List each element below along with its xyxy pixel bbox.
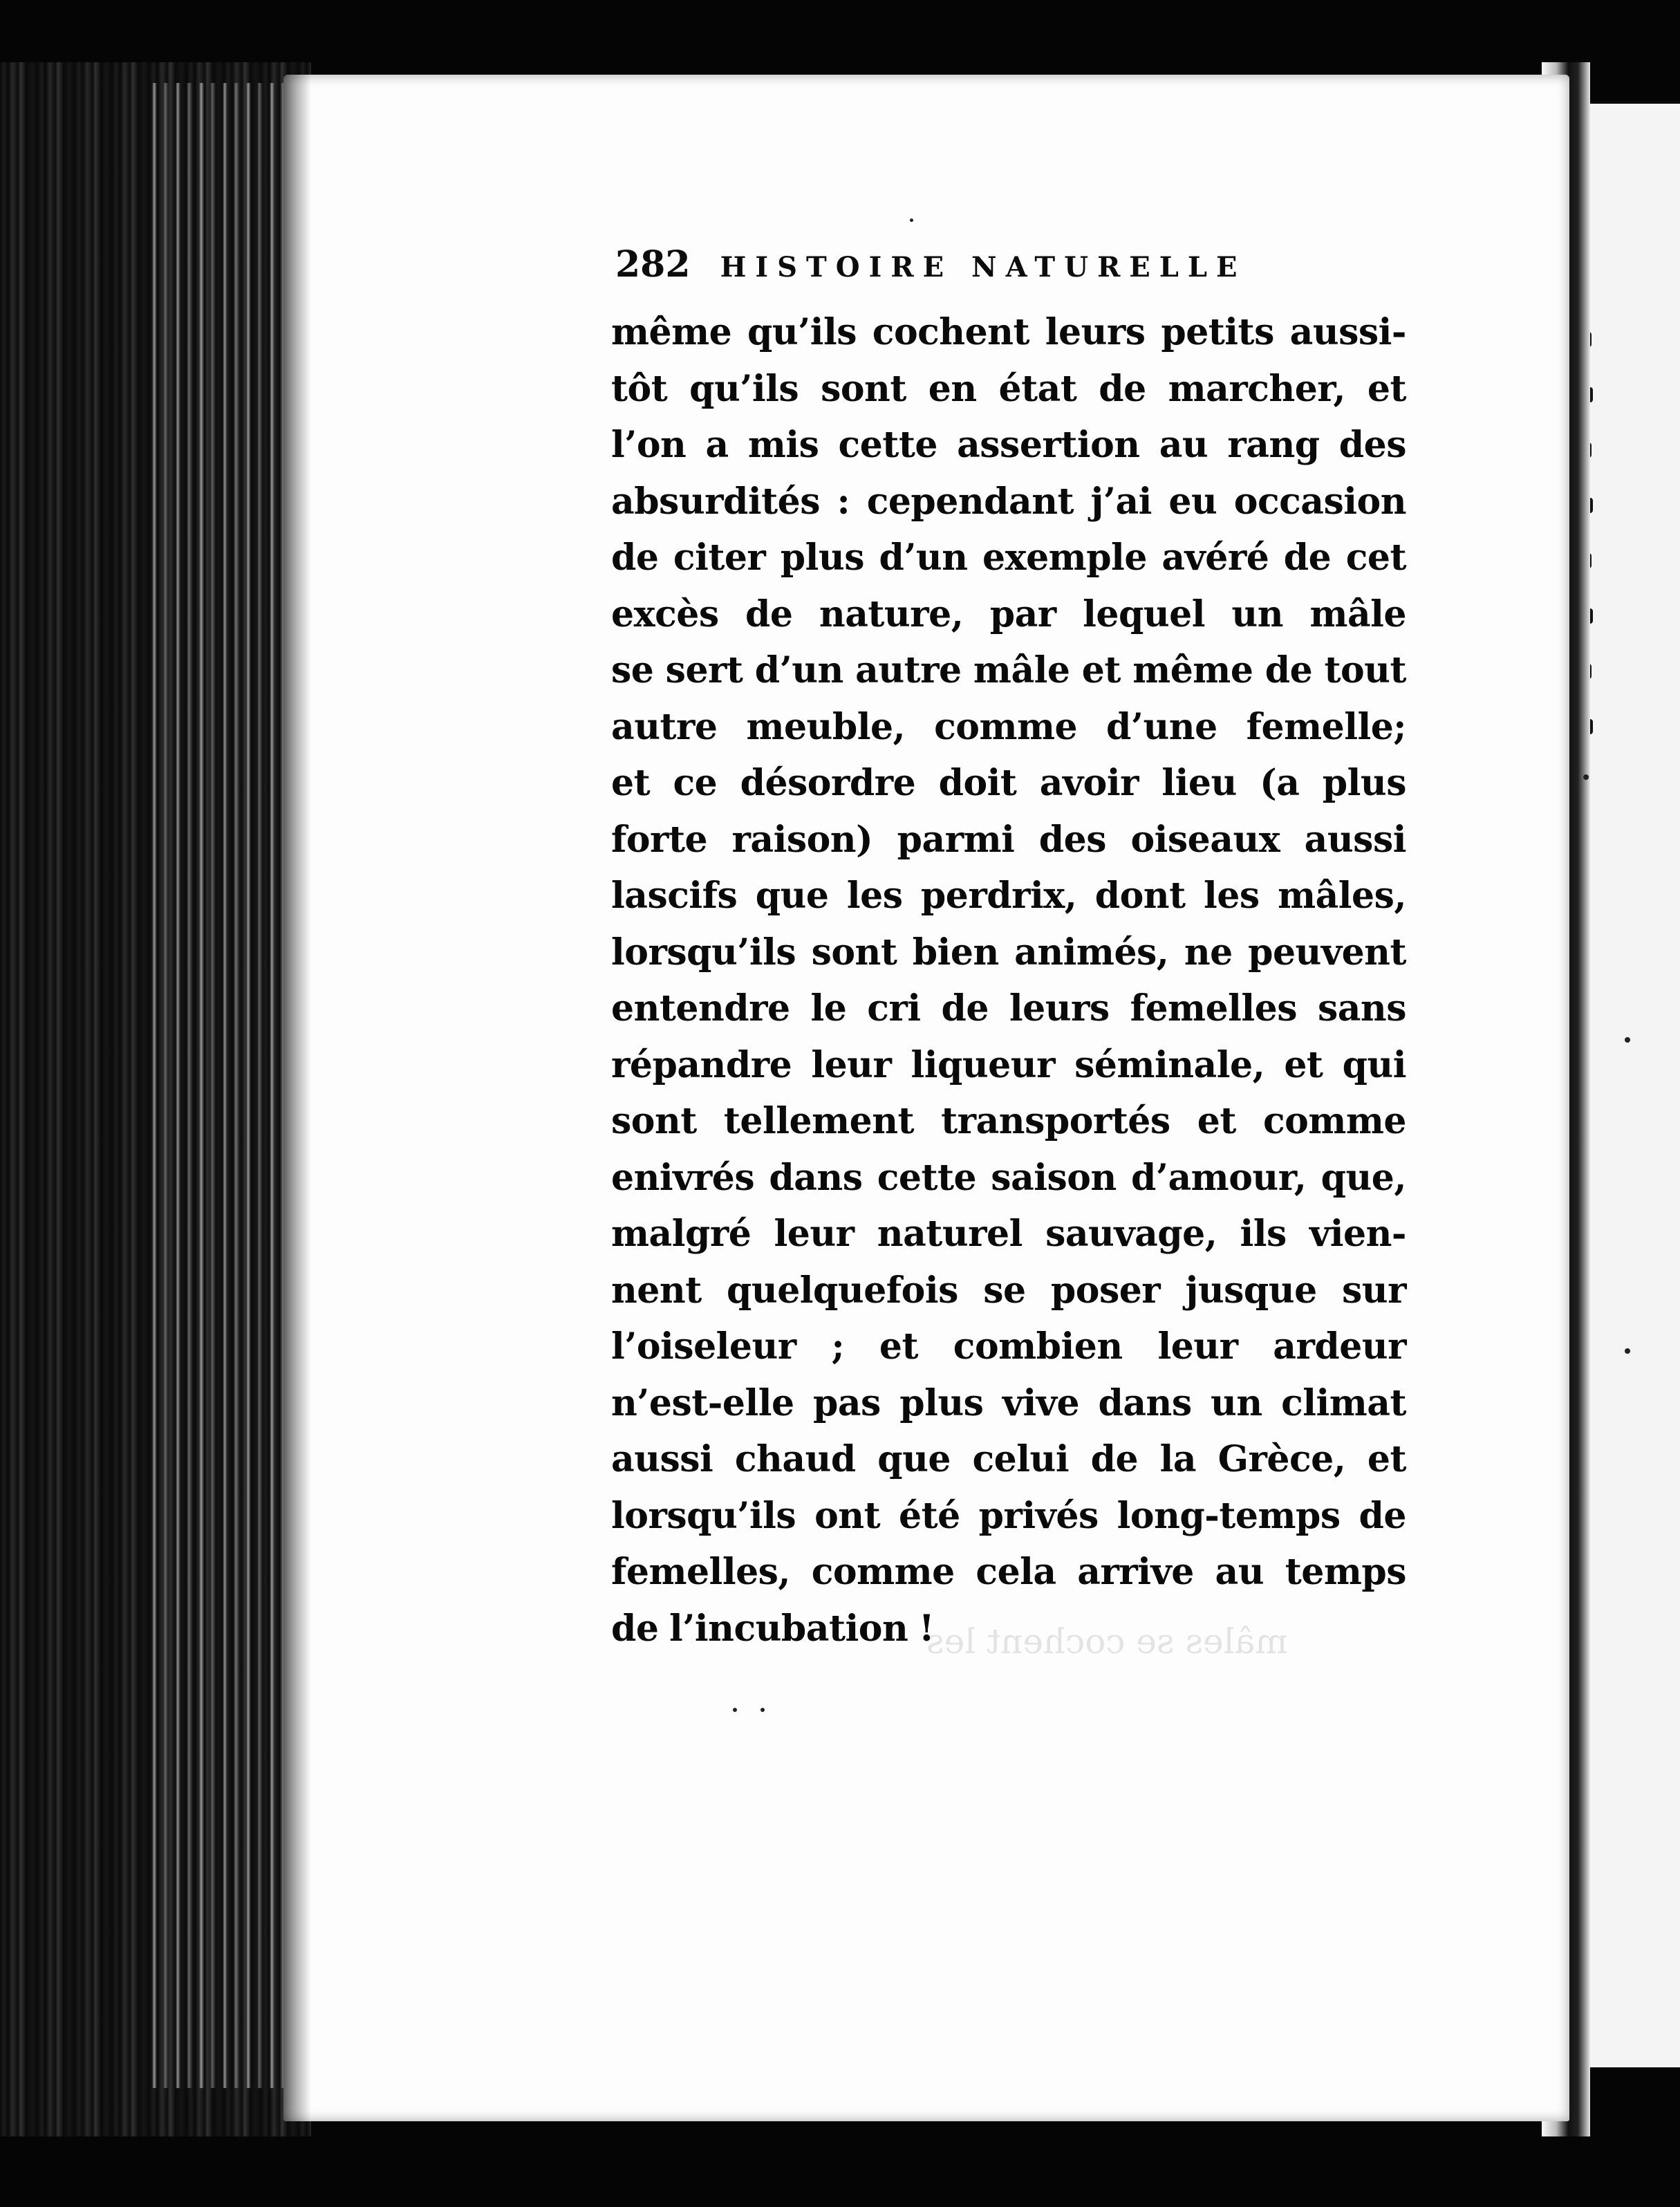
text-line: malgré leur naturel sauvage, ils vien- [611, 1213, 1406, 1255]
speck [910, 218, 913, 222]
speck [1583, 774, 1589, 780]
text-line: nent quelquefois se poser jusque sur [611, 1269, 1406, 1312]
text-line: lascifs que les perdrix, dont les mâles, [611, 875, 1406, 917]
speck [1625, 1037, 1630, 1043]
show-through-text: mâles se cochent les [926, 1621, 1288, 1661]
text-line: se sert d’un autre mâle et même de tout [611, 649, 1406, 691]
text-line: sont tellement transportés et comme [611, 1100, 1406, 1142]
text-line: absurdités : cependant j’ai eu occasion [611, 480, 1406, 523]
body-text [611, 304, 1406, 1657]
text-line: l’on a mis cette assertion au rang des [611, 424, 1406, 466]
text-line: et ce désordre doit avoir lieu (a plus [611, 762, 1406, 804]
page-number: 282 [615, 243, 691, 286]
adjacent-page-sliver [1583, 104, 1680, 2067]
text-line: l’oiseleur ; et combien leur ardeur [611, 1325, 1406, 1368]
speck [760, 1708, 765, 1712]
running-head-title: HISTOIRE NATURELLE [720, 251, 1247, 283]
text-line: entendre le cri de leurs femelles sans [611, 987, 1406, 1030]
text-line: de l’incubation ! [611, 1607, 935, 1650]
running-head [615, 243, 1403, 285]
text-line: tôt qu’ils sont en état de marcher, et [611, 367, 1406, 410]
text-line: même qu’ils cochent leurs petits aussi- [611, 311, 1406, 353]
text-line: lorsqu’ils ont été privés long-temps de [611, 1494, 1406, 1537]
text-line: enivrés dans cette saison d’amour, que, [611, 1156, 1406, 1199]
text-line: forte raison) parmi des oiseaux aussi [611, 818, 1406, 861]
text-line: répandre leur liqueur séminale, et qui [611, 1043, 1406, 1086]
speck [733, 1708, 737, 1712]
page-shadow [283, 75, 311, 2121]
speck [1625, 1348, 1630, 1354]
text-line: excès de nature, par lequel un mâle [611, 593, 1406, 635]
text-line: de citer plus d’un exemple avéré de cet [611, 537, 1406, 579]
text-line: lorsqu’ils sont bien animés, ne peuvent [611, 931, 1406, 974]
text-line: autre meuble, comme d’une femelle; [611, 705, 1406, 748]
text-line: n’est-elle pas plus vive dans un climat [611, 1381, 1406, 1424]
text-line: aussi chaud que celui de la Grèce, et [611, 1438, 1406, 1480]
text-line: femelles, comme cela arrive au temps [611, 1551, 1406, 1593]
